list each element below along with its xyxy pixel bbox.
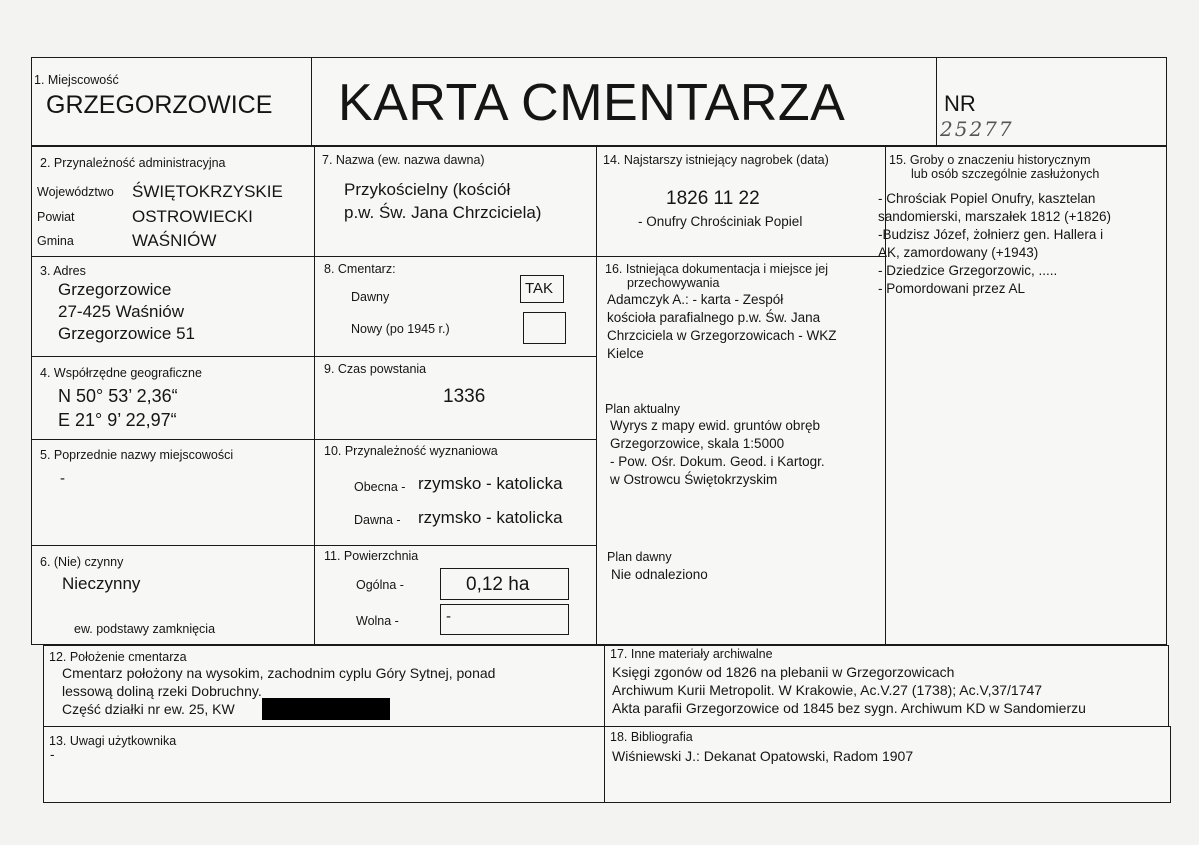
previous-names-value: - xyxy=(60,470,65,487)
new-label: Nowy (po 1945 r.) xyxy=(351,322,450,336)
field-12-label: 12. Położenie cmentarza xyxy=(49,650,187,664)
former-plan-value: Nie odnaleziono xyxy=(611,567,708,582)
active-status-value: Nieczynny xyxy=(62,574,141,593)
origin-year-value: 1336 xyxy=(443,386,486,407)
field-6-label: 6. (Nie) czynny xyxy=(40,555,124,569)
address-line: 27-425 Waśniów xyxy=(58,302,184,321)
address-line: Grzegorzowice 51 xyxy=(58,324,196,343)
historic-grave-line: - Chrościak Popiel Onufry, kasztelan xyxy=(878,191,1096,206)
new-checkbox xyxy=(523,312,566,344)
county-label: Powiat xyxy=(37,210,75,224)
field-11-label: 11. Powierzchnia xyxy=(324,549,419,563)
commune-label: Gmina xyxy=(37,234,74,248)
page-title: KARTA CMENTARZA xyxy=(338,74,846,132)
user-notes-value: - xyxy=(50,747,55,762)
closure-basis-label: ew. podstawy zamknięcia xyxy=(74,622,216,636)
free-area-label: Wolna - xyxy=(356,614,399,628)
archival-line: Akta parafii Grzegorzowice od 1845 bez sygn. Archiwum KD w Sandomierzu xyxy=(612,700,1086,716)
location-line: Cmentarz położony na wysokim, zachodnim cyplu Góry Sytnej, ponad xyxy=(62,665,496,681)
documentation-line: Adamczyk A.: - karta - Zespół xyxy=(607,292,784,307)
field-4-label: 4. Współrzędne geograficzne xyxy=(40,366,202,380)
documentation-line: Chrzciciela w Grzegorzowicach - WKZ xyxy=(607,328,837,343)
field-16-label: 16. Istniejąca dokumentacja i miejsce jej xyxy=(605,262,829,276)
old-label: Dawny xyxy=(351,290,390,304)
historic-grave-line: -Budzisz Józef, żołnierz gen. Hallera i xyxy=(878,227,1104,242)
field-2-label: 2. Przynależność administracyjna xyxy=(40,156,226,170)
historic-grave-line: AK, zamordowany (+1943) xyxy=(878,245,1039,260)
current-denomination-label: Obecna - xyxy=(354,480,406,494)
field-15-label-cont: lub osób szczególnie zasłużonych xyxy=(911,167,1100,181)
field-17-label: 17. Inne materiały archiwalne xyxy=(610,647,773,661)
voivodeship-value: ŚWIĘTOKRZYSKIE xyxy=(132,182,283,201)
free-area-value: - xyxy=(446,608,451,625)
field-3-label: 3. Adres xyxy=(40,264,86,278)
field-1-label: 1. Miejscowość xyxy=(34,73,119,87)
field-8-label: 8. Cmentarz: xyxy=(324,262,396,276)
former-denomination-label: Dawna - xyxy=(354,513,401,527)
old-value: TAK xyxy=(525,280,554,297)
cemetery-name-line: Przykościelny (kościół xyxy=(344,180,511,199)
field-18-label: 18. Bibliografia xyxy=(610,730,693,744)
total-area-label: Ogólna - xyxy=(356,578,404,592)
former-plan-label: Plan dawny xyxy=(607,550,672,564)
field-9-label: 9. Czas powstania xyxy=(324,362,427,376)
nr-label: NR xyxy=(944,91,976,116)
current-denomination-value: rzymsko - katolicka xyxy=(418,474,563,493)
location-line: Część działki nr ew. 25, KW xyxy=(62,701,235,717)
locality-value: GRZEGORZOWICE xyxy=(46,91,273,119)
current-plan-line: Grzegorzowice, skala 1:5000 xyxy=(610,436,785,451)
oldest-grave-name: - Onufry Chrościniak Popiel xyxy=(638,214,803,229)
longitude-value: E 21° 9’ 22,97“ xyxy=(58,410,177,430)
former-denomination-value: rzymsko - katolicka xyxy=(418,508,563,527)
field-7-label: 7. Nazwa (ew. nazwa dawna) xyxy=(322,153,485,167)
latitude-value: N 50° 53’ 2,36“ xyxy=(58,386,178,406)
field-13-label: 13. Uwagi użytkownika xyxy=(49,734,177,748)
cemetery-name-line: p.w. Św. Jana Chrzciciela) xyxy=(344,203,542,222)
field-5-label: 5. Poprzednie nazwy miejscowości xyxy=(40,448,234,462)
current-plan-line: - Pow. Ośr. Dokum. Geod. i Kartogr. xyxy=(610,454,825,469)
total-area-value: 0,12 ha xyxy=(466,574,530,595)
current-plan-label: Plan aktualny xyxy=(605,402,681,416)
oldest-grave-date: 1826 11 22 xyxy=(666,188,760,209)
field-10-label: 10. Przynależność wyznaniowa xyxy=(324,444,498,458)
documentation-line: kościoła parafialnego p.w. Św. Jana xyxy=(607,310,821,325)
nr-value-handwritten: 25277 xyxy=(940,117,1014,141)
current-plan-line: w Ostrowcu Świętokrzyskim xyxy=(610,472,778,487)
location-line: lessową doliną rzeki Dobruchny. xyxy=(62,683,262,699)
current-plan-line: Wyrys z mapy ewid. gruntów obręb xyxy=(610,418,820,433)
field-15-label: 15. Groby o znaczeniu historycznym xyxy=(889,153,1091,167)
historic-grave-line: - Dziedzice Grzegorzowic, ..... xyxy=(878,263,1058,278)
historic-grave-line: - Pomordowani przez AL xyxy=(878,281,1026,296)
archival-line: Archiwum Kurii Metropolit. W Krakowie, Ac.V.27 (1738); Ac.V,37/1747 xyxy=(612,682,1043,698)
bibliography-value: Wiśniewski J.: Dekanat Opatowski, Radom 1907 xyxy=(612,748,914,764)
address-line: Grzegorzowice xyxy=(58,280,172,299)
field-14-label: 14. Najstarszy istniejący nagrobek (data) xyxy=(603,153,829,167)
voivodeship-label: Województwo xyxy=(37,185,114,199)
redacted-block xyxy=(262,698,390,720)
historic-grave-line: sandomierski, marszałek 1812 (+1826) xyxy=(878,209,1111,224)
documentation-line: Kielce xyxy=(607,346,644,361)
field-16-label-cont: przechowywania xyxy=(627,276,720,290)
free-area-box xyxy=(440,604,569,635)
county-value: OSTROWIECKI xyxy=(132,207,253,226)
commune-value: WAŚNIÓW xyxy=(132,231,217,250)
archival-line: Księgi zgonów od 1826 na plebanii w Grzegorzowicach xyxy=(612,664,955,680)
